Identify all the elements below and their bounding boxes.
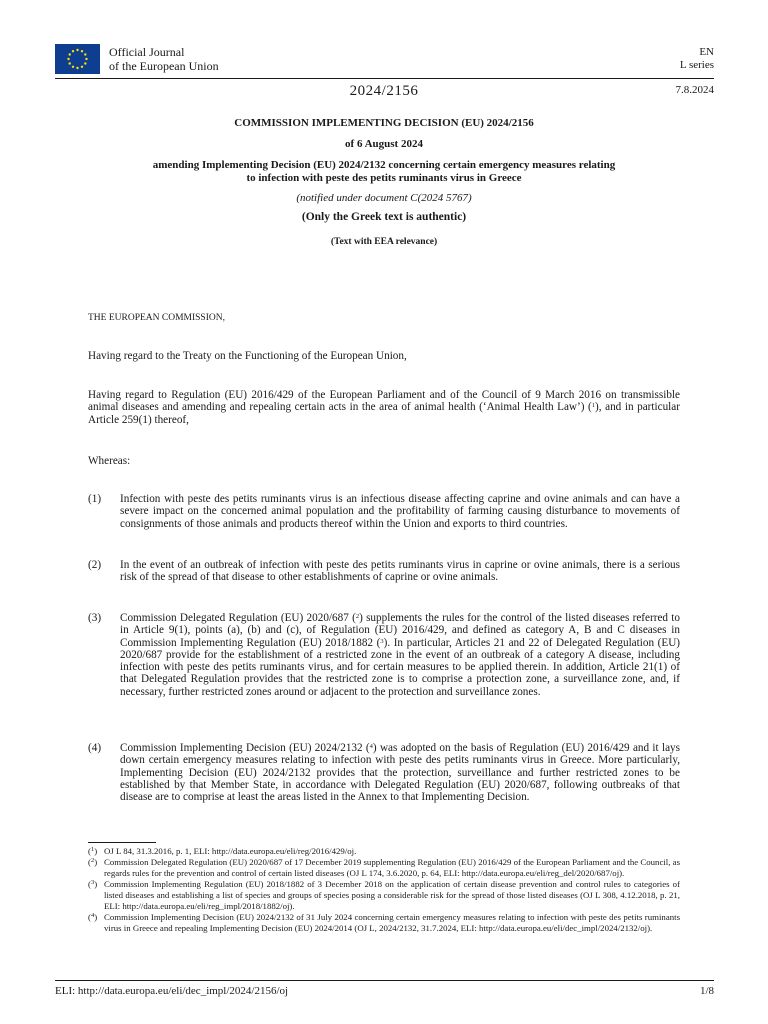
eea-relevance-note: (Text with EEA relevance) xyxy=(330,237,438,247)
recital-text xyxy=(120,742,680,803)
recital-text-part: Commission Delegated Regulation (EU) 2020/687 ( xyxy=(120,612,356,624)
language-code: EN xyxy=(699,46,714,58)
footnote-text: OJ L 84, 31.3.2016, p. 1, ELI: http://data.europa.eu/eli/reg/2016/429/oj. xyxy=(104,846,357,856)
recital-number: (3) xyxy=(88,612,102,624)
recital-text-part: Commission Implementing Decision (EU) 2024/2132 ( xyxy=(120,742,370,754)
recital-text xyxy=(120,612,680,698)
footnote xyxy=(88,912,680,934)
recital-text: In the event of an outbreak of infection with peste des petits ruminants virus in caprine or ovine animals, there is a serious risk of the spread of that disease to other establishments of caprine or ovine animals. xyxy=(120,559,680,584)
decision-subject-line1: amending Implementing Decision (EU) 2024/2132 concerning certain emergency measures relating xyxy=(152,159,616,171)
decision-title: COMMISSION IMPLEMENTING DECISION (EU) 2024/2156 xyxy=(234,117,534,129)
decision-date: of 6 August 2024 xyxy=(345,138,423,150)
recital-text: Infection with peste des petits ruminants virus is an infectious disease affecting caprine and ovine animals and can have a severe impact on the concerned animal population and the profitability of farming causing disturbance to movements of consignments of those animals and products thereof within the Union and exports to third countries. xyxy=(120,493,680,530)
recital-text-part: ) supplements the rules for the control of the listed diseases referred to in Article 9(1), points (a), (b) and (c), of Regulation (EU) 2016/429, and defined as category A, B and C diseases in Commission Implementing Regulation (EU) 2018/1882 ( xyxy=(120,612,680,649)
authentic-text-note: (Only the Greek text is authentic) xyxy=(301,211,467,223)
footnote-ref-2[interactable]: 2 xyxy=(355,613,360,620)
eli-link[interactable]: ELI: http://data.europa.eu/eli/dec_impl/2024/2156/oj xyxy=(55,985,289,997)
recital-number: (4) xyxy=(88,742,102,754)
footnotes xyxy=(88,846,680,934)
footnote xyxy=(88,857,680,879)
recital-text-part: ). In particular, Articles 21 and 22 of Delegated Regulation (EU) 2020/687 provide for the establishment of a restricted zone in the event of an outbreak of a category A disease, including infection with peste des petits ruminants virus, and for certain measures to be applied therein. In addition, Article 21(1) of that Delegated Regulation provides that the restricted zone is to comprise a protection zone, a surveillance zone, and, if necessary, further restricted zones around or adjacent to the protection and surveillance zones. xyxy=(120,636,681,698)
recital-number: (1) xyxy=(88,493,102,505)
commission-heading: THE EUROPEAN COMMISSION, xyxy=(88,313,225,323)
footnote-text: Commission Implementing Regulation (EU) 2018/1882 of 3 December 2018 on the application of certain disease prevention and control rules to categories of listed diseases and establishing a list of species and groups of species posing a considerable risk for the spread of those listed diseases (OJ L 308, 4.12.2018, p. 21, ELI: http://data.europa.eu/eli/reg_impl/2018/1882/oj). xyxy=(104,879,680,911)
regulation-citation xyxy=(88,389,680,426)
footnote-divider xyxy=(88,842,156,843)
notified-document: (notified under document C(2024 5767) xyxy=(296,192,472,204)
treaty-citation: Having regard to the Treaty on the Functioning of the European Union, xyxy=(88,350,407,362)
recital xyxy=(88,559,680,584)
page-number: 1/8 xyxy=(699,985,714,997)
footnote-mark: ($^3$) xyxy=(88,879,98,889)
recital xyxy=(88,742,680,803)
title-block xyxy=(88,117,680,247)
footnote-text: Commission Delegated Regulation (EU) 2020/687 of 17 December 2019 supplementing Regulation (EU) 2016/429 of the European Parliament and the Council, as regards rules for the prevention and control of certain listed diseases (OJ L 174, 3.6.2020, p. 64, ELI: http://data.europa.eu/eli/reg_del/2020/687/oj). xyxy=(104,857,680,878)
decision-subject-line2: to infection with peste des petits ruminants virus in Greece xyxy=(246,172,522,184)
footnote-ref-1[interactable]: 1 xyxy=(591,402,596,410)
footnote xyxy=(88,879,680,912)
recital xyxy=(88,493,680,530)
footer-divider xyxy=(55,980,714,981)
footnote-ref-3[interactable]: 3 xyxy=(380,637,384,645)
journal-title-line1: Official Journal xyxy=(109,45,185,59)
regulation-citation-text: Having regard to Regulation (EU) 2016/429 of the European Parliament and of the Council of 9 March 2016 on transmissible animal diseases and amending and repealing certain acts in the area of animal health (‘Animal Health Law’) ( xyxy=(88,389,680,414)
language-series xyxy=(680,46,714,72)
recital-text-part: ) was adopted on the basis of Regulation (EU) 2016/429 and it lays down certain emergency measures relating to infection with peste des petits ruminants virus in Greece. More particularly, Implementing Decision (EU) 2024/2132 provides that the protection, surveillance and further restricted zones to be established by that Member State, in accordance with Delegated Regulation (EU) 2020/687, following outbreaks of that disease are to comprise at least the areas listed in the Annex to that Implementing Decision. xyxy=(120,742,680,804)
recital-number: (2) xyxy=(88,559,102,571)
footnote-mark: ($^2$) xyxy=(88,857,98,867)
journal-title xyxy=(109,45,219,73)
journal-title-line2: of the European Union xyxy=(109,59,219,73)
regulation-citation-text-end: ), and in particular Article 259(1) thereof, xyxy=(88,401,680,426)
header-divider xyxy=(55,78,714,79)
document-number: 2024/2156 xyxy=(349,83,419,99)
footnote-mark: ($^4$) xyxy=(88,912,98,922)
publication-date: 7.8.2024 xyxy=(675,84,714,96)
footnote-mark: ($^1$) xyxy=(88,846,98,856)
series-label: L series xyxy=(679,59,714,71)
recital xyxy=(88,612,680,698)
footnote-text: Commission Implementing Decision (EU) 2024/2132 of 31 July 2024 concerning certain emergency measures relating to infection with peste des petits ruminants virus in Greece and repealing Implementing Decision (EU) 2024/2014 (OJ L, 2024/2132, 31.7.2024, ELI: http://data.europa.eu/eli/dec_impl/2024/2132/oj). xyxy=(104,912,680,933)
footnote xyxy=(88,846,680,857)
footnote-ref-4[interactable]: 4 xyxy=(369,743,373,750)
eu-flag-icon xyxy=(55,44,100,74)
whereas-heading: Whereas: xyxy=(88,455,131,467)
